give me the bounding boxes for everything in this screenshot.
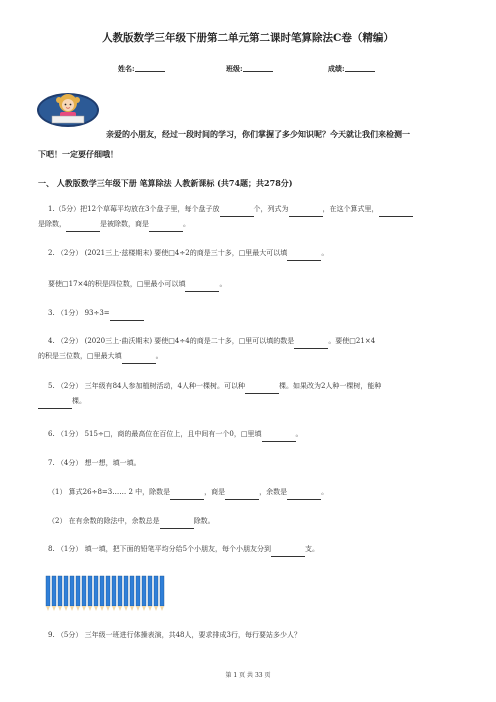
answer-blank[interactable] (225, 491, 259, 500)
question-7-2: （2） 在有余数的除法中，余数总是 除数。 (38, 514, 468, 529)
pencil-icon (112, 576, 116, 611)
answer-blank[interactable] (185, 283, 219, 292)
pencil-icon (52, 576, 56, 611)
pencil-icon (106, 576, 110, 611)
pencil-icon (148, 576, 152, 611)
answer-blank[interactable] (160, 520, 194, 529)
section-heading: 一、 人教版数学三年级下册 笔算除法 人教新课标 (共74题；共278分) (38, 178, 293, 188)
question-9: 9. （5分） 三年级一班进行体操表演，共48人，要求排成3行，每行要站多少人？ (48, 631, 301, 639)
pencil-icon (160, 576, 164, 611)
answer-blank[interactable] (271, 548, 305, 557)
name-field[interactable]: 姓名: (118, 64, 135, 74)
pencil-icon (100, 576, 104, 611)
pencils-image (44, 572, 168, 612)
answer-blank[interactable] (294, 340, 328, 349)
question-3: 3. （1分） 93÷3= (38, 306, 468, 321)
answer-blank[interactable] (66, 223, 100, 232)
page-footer: 第 1 页 共 33 页 (225, 672, 271, 679)
pencil-icon (82, 576, 86, 611)
question-2-part: 要使□17×4的积是四位数，□里最小可以填 。 (38, 277, 468, 292)
answer-blank[interactable] (262, 433, 296, 442)
answer-blank[interactable] (220, 208, 254, 217)
question-5: 5. （2分） 三年级有84人参加植树活动，4人种一棵树。可以种 棵。如果改为2人种一棵树，能种 棵。 (38, 379, 468, 409)
pencil-icon (94, 576, 98, 611)
pencil-icon (124, 576, 128, 611)
pencil-icon (70, 576, 74, 611)
page-title: 人教版数学三年级下册第二单元第二课时笔算除法C卷（精编） (102, 32, 394, 44)
question-6: 6. （1分） 515÷□，商的最高位在百位上，且中间有一个0，□里填 。 (38, 427, 468, 442)
pencil-icon (136, 576, 140, 611)
pencil-icon (130, 576, 134, 611)
question-4: 4. （2分） (2020三上·曲沃期末) 要使□4÷4的商是二十多，□里可以填的数是 。要使□21×4 的积是三位数，□里最大填 。 (38, 334, 468, 364)
answer-blank[interactable] (245, 385, 279, 394)
question-8: 8. （1分） 填一填，把下面的铅笔平均分给5个小朋友，每个小朋友分到 支。 (38, 542, 468, 557)
intro-text: 亲爱的小朋友，经过一段时间的学习，你们掌握了多少知识呢？今天就让我们来检测一 下吧！一定要仔细哦！ (38, 129, 410, 159)
answer-blank[interactable] (287, 252, 321, 261)
answer-blank[interactable] (110, 312, 144, 321)
pencil-icon (76, 576, 80, 611)
pencil-icon (154, 576, 158, 611)
answer-blank[interactable] (38, 400, 72, 409)
girl-illustration (35, 88, 101, 128)
score-field[interactable]: 成绩: (328, 64, 345, 74)
pencil-icon (88, 576, 92, 611)
pencil-icon (142, 576, 146, 611)
question-2: 2. （2分） (2021三上·兹楼期末) 要使□4÷2的商是三十多，□里最大可以填 。 (38, 246, 468, 261)
answer-blank[interactable] (289, 208, 323, 217)
answer-blank[interactable] (287, 491, 321, 500)
question-1: 1.（5分）把12个草莓平均放在3个盘子里，每个盘子放 个，列式为 ，在这个算式里， 是除数， 是被除数，商是 。 (38, 202, 468, 232)
answer-blank[interactable] (170, 491, 204, 500)
pencil-icon (118, 576, 122, 611)
question-7: 7. （4分） 想一想，填一填。 (48, 459, 141, 467)
pencil-icon (58, 576, 62, 611)
answer-blank[interactable] (149, 223, 183, 232)
answer-blank[interactable] (122, 355, 156, 364)
answer-blank[interactable] (379, 208, 413, 217)
class-field[interactable]: 班级: (226, 64, 243, 74)
question-7-1: （1） 算式26÷8=3…… 2 中，除数是 ，商是 ，余数是 。 (38, 485, 468, 500)
pencil-icon (64, 576, 68, 611)
pencil-icon (46, 576, 50, 611)
